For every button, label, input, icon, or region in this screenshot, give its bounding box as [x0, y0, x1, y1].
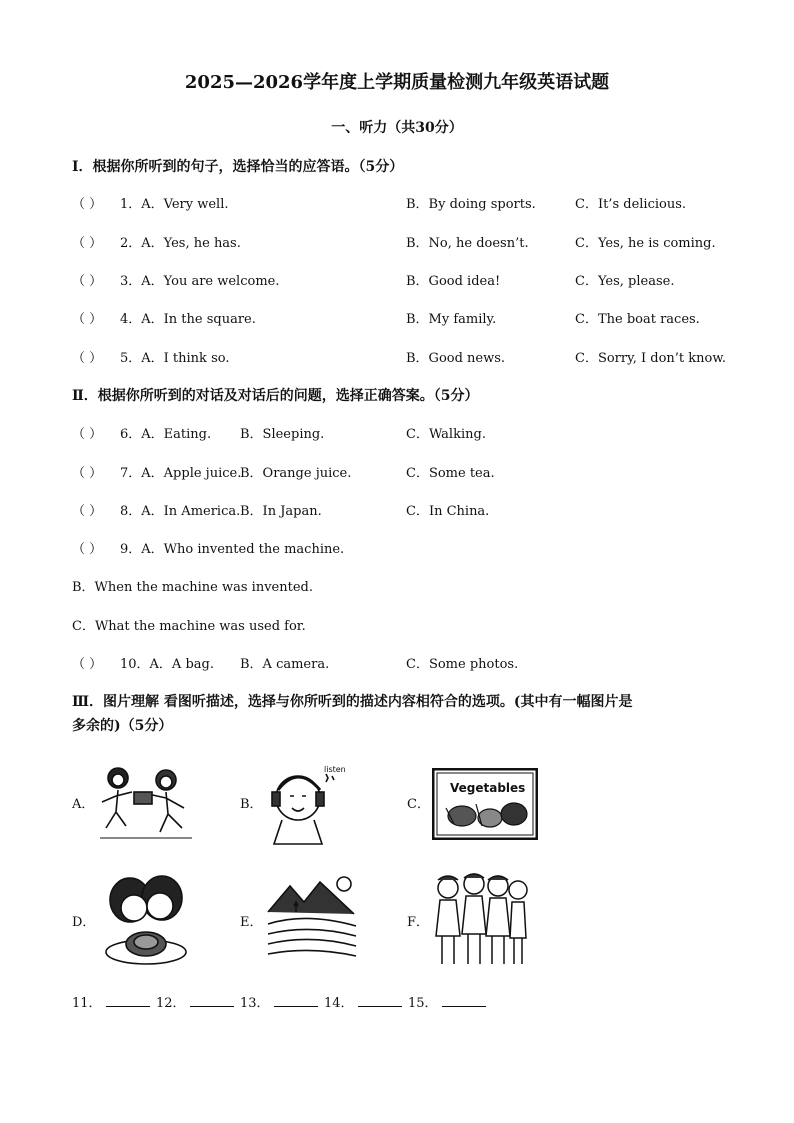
- option-b: B．Sleeping.: [240, 427, 325, 442]
- answer-12[interactable]: 12．: [156, 994, 234, 1012]
- picture-label-a: A．: [72, 797, 95, 812]
- option-c: C．The boat races.: [575, 312, 700, 327]
- page-title: 2025—2026学年度上学期质量检测九年级英语试题: [184, 72, 610, 93]
- picture-c-vegetables: [432, 768, 538, 840]
- part-heading: 一、听力（共30分）: [331, 120, 463, 136]
- picture-label-b: B．: [240, 797, 263, 812]
- option-b: B．Good idea!: [406, 274, 501, 289]
- picture-label-c: C．: [407, 797, 430, 812]
- picture-label-d: D．: [72, 915, 96, 930]
- section-2-heading: Ⅱ．根据你所听到的对话及对话后的问题，选择正确答案。（5分）: [72, 388, 479, 404]
- answer-13[interactable]: 13．: [240, 994, 318, 1012]
- answer-blank[interactable]: （ ）: [72, 351, 103, 366]
- picture-f-children: [432, 872, 528, 972]
- answer-blank[interactable]: （ ）: [72, 466, 103, 481]
- picture-a-kids-playing: [96, 762, 196, 846]
- picture-d-mooncake: [100, 872, 190, 970]
- option-b: B．By doing sports.: [406, 197, 536, 212]
- option-a: 5．A．I think so.: [120, 351, 230, 366]
- option-c: C．Sorry, I don’t know.: [575, 351, 727, 366]
- option-c: C．What the machine was used for.: [72, 619, 306, 634]
- option-b: B．A camera.: [240, 657, 330, 672]
- option-a: 6．A．Eating.: [120, 427, 212, 442]
- answer-blank[interactable]: （ ）: [72, 427, 103, 442]
- option-c: C．Some tea.: [406, 466, 495, 481]
- option-a: 1．A．Very well.: [120, 197, 229, 212]
- option-c: C．Yes, he is coming.: [575, 236, 716, 251]
- picture-b-caption: listen: [324, 765, 346, 774]
- answer-blank[interactable]: （ ）: [72, 312, 103, 327]
- answer-blank[interactable]: （ ）: [72, 504, 103, 519]
- picture-b-listening: [264, 760, 350, 850]
- picture-e-landscape: [266, 872, 358, 962]
- option-a: 10．A．A bag.: [120, 657, 214, 672]
- section-3-heading: Ⅲ．图片理解 看图听描述，选择与你所听到的描述内容相符合的选项。(其中有一幅图片是: [72, 694, 633, 710]
- option-a: 3．A．You are welcome.: [120, 274, 280, 289]
- option-b: B．Good news.: [406, 351, 506, 366]
- option-c: C．Some photos.: [406, 657, 519, 672]
- section-3-heading-cont: 多余的)（5分）: [72, 718, 173, 734]
- answer-blank[interactable]: （ ）: [72, 542, 103, 557]
- answer-blank[interactable]: （ ）: [72, 197, 103, 212]
- answer-blank[interactable]: （ ）: [72, 274, 103, 289]
- option-c: C．Walking.: [406, 427, 486, 442]
- answer-blank[interactable]: （ ）: [72, 657, 103, 672]
- picture-label-e: E．: [240, 915, 263, 930]
- option-c: C．It’s delicious.: [575, 197, 687, 212]
- option-a: 9．A．Who invented the machine.: [120, 542, 345, 557]
- answer-blank[interactable]: （ ）: [72, 236, 103, 251]
- picture-c-caption: Vegetables: [450, 781, 526, 795]
- answer-15[interactable]: 15．: [408, 994, 486, 1012]
- section-1-heading: Ⅰ．根据你所听到的句子，选择恰当的应答语。（5分）: [72, 159, 404, 175]
- answer-11[interactable]: 11．: [72, 994, 150, 1012]
- option-c: C．In China.: [406, 504, 490, 519]
- option-b: B．My family.: [406, 312, 497, 327]
- answer-14[interactable]: 14．: [324, 994, 402, 1012]
- option-b: B．Orange juice.: [240, 466, 352, 481]
- option-b: B．No, he doesn’t.: [406, 236, 529, 251]
- option-a: 4．A．In the square.: [120, 312, 256, 327]
- option-c: C．Yes, please.: [575, 274, 675, 289]
- option-a: 2．A．Yes, he has.: [120, 236, 241, 251]
- option-b: B．When the machine was invented.: [72, 580, 313, 595]
- option-a: 8．A．In America.: [120, 504, 241, 519]
- option-b: B．In Japan.: [240, 504, 322, 519]
- option-a: 7．A．Apple juice.: [120, 466, 242, 481]
- picture-label-f: F．: [407, 915, 430, 930]
